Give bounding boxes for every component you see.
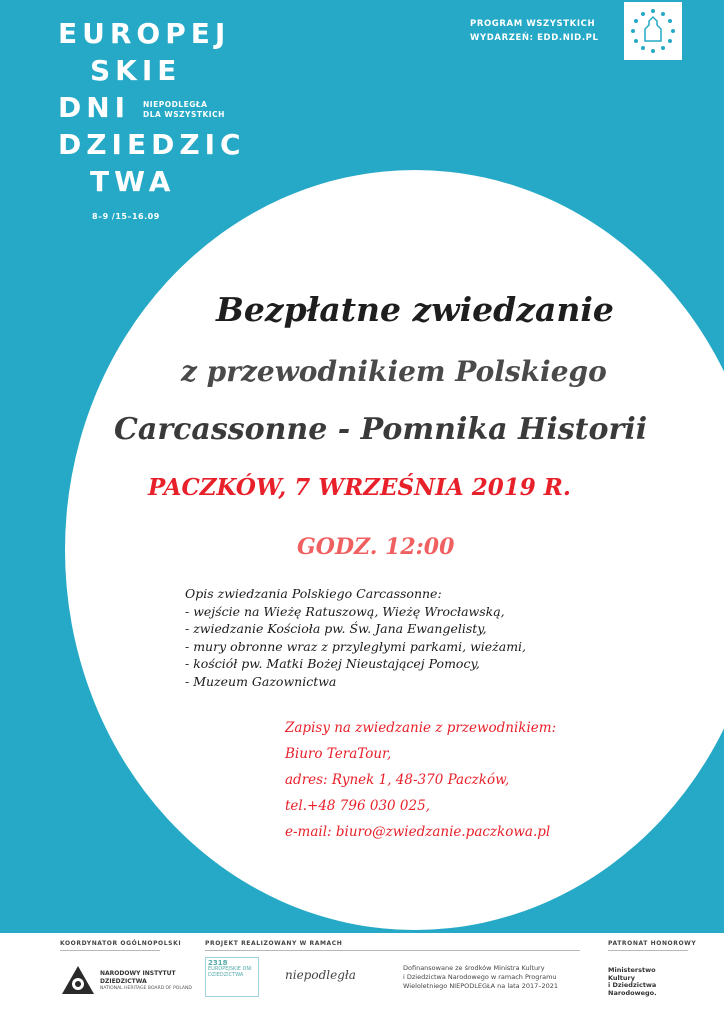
title-line-1: Bezpłatne zwiedzanie (216, 290, 614, 329)
description-line: - kościół pw. Matki Bożej Nieustającej Pomocy, (185, 656, 480, 671)
description-line: - mury obronne wraz z przyległymi parkami, wieżami, (185, 638, 527, 654)
contact-phone[interactable]: tel.+48 796 030 025, (285, 798, 430, 814)
title-line-2: z przewodnikiem Polskiego (181, 355, 607, 388)
nid-line: NARODOWY INSTYTUT (100, 970, 176, 977)
logo-line: DNI (58, 91, 131, 124)
title-line-3: Carcassonne - Pomnika Historii (114, 412, 648, 447)
logo-line: SKIE (90, 54, 182, 87)
logo-line: DZIEDZIC (58, 128, 246, 161)
contact-email[interactable]: e-mail: biuro@zwiedzanie.paczkowa.pl (285, 824, 551, 840)
program-line: PROGRAM WSZYSTKICH (470, 19, 596, 29)
date-place: PACZKÓW, 7 WRZEŚNIA 2019 R. (148, 474, 571, 501)
patronage-label: PATRONAT HONOROWY (608, 940, 697, 947)
description-line: Opis zwiedzania Polskiego Carcassonne: (185, 586, 442, 601)
program-link[interactable]: WYDARZEŃ: EDD.NID.PL (470, 33, 599, 43)
nid-name (100, 970, 192, 993)
coordinator-label: KOORDYNATOR OGÓLNOPOLSKI (60, 940, 182, 947)
stars-castle-icon (627, 5, 679, 57)
divider (205, 950, 580, 951)
ministry-logo (608, 967, 657, 997)
logo-subtitle-line: NIEPODLEGŁA (143, 100, 208, 109)
logo-line: EUROPEJ (58, 17, 231, 50)
nid-line: DZIEDZICTWA (100, 977, 147, 985)
funding-note (403, 964, 558, 991)
logo-line: TWA (90, 165, 176, 198)
fund-line: Wieloletniego NIEPODLEGŁA na lata 2017–2021 (403, 982, 559, 990)
contact-address: adres: Rynek 1, 48-370 Paczków, (285, 772, 510, 788)
logo-subtitle-line: DLA WSZYSTKICH (143, 110, 225, 119)
contact-line: Biuro TeraTour, (285, 746, 392, 762)
box-text: EUROPEJSKIE DNI DZIEDZICTWA (208, 966, 252, 978)
nid-logo-icon (60, 964, 96, 998)
ministry-line: Narodowego. (608, 988, 657, 997)
ministry-line: Kultury (608, 973, 635, 982)
tour-description (185, 585, 526, 690)
divider (60, 950, 160, 951)
description-line: - zwiedzanie Kościoła pw. Św. Jana Ewangelisty, (185, 621, 487, 636)
ministry-line: i Dziedzictwa (608, 981, 657, 989)
box-year: 2318 (208, 959, 228, 967)
description-line: - Muzeum Gazownictwa (185, 673, 337, 689)
divider (608, 950, 688, 951)
event-time: GODZ. 12:00 (297, 534, 455, 560)
niepodlegla-logo: niepodległa (285, 968, 356, 982)
project-label: PROJEKT REALIZOWANY W RAMACH (205, 940, 343, 947)
description-line: - wejście na Wieżę Ratuszową, Wieżę Wrocławską, (185, 603, 505, 619)
registration-contact (285, 715, 556, 845)
fund-line: i Dziedzictwa Narodowego w ramach Programu (403, 973, 557, 981)
logo-subtitle (143, 100, 225, 120)
council-of-europe-badge (624, 2, 682, 60)
ministry-line: Ministerstwo (608, 966, 656, 974)
contact-line: Zapisy na zwiedzanie z przewodnikiem: (285, 720, 557, 736)
program-info (470, 17, 599, 45)
edd-project-box (205, 957, 259, 997)
event-dates: 8–9 /15–16.09 (92, 212, 160, 221)
nid-english: NATIONAL HERITAGE BOARD OF POLAND (100, 986, 192, 991)
fund-line: Dofinansowane ze środków Ministra Kultury (403, 964, 545, 972)
